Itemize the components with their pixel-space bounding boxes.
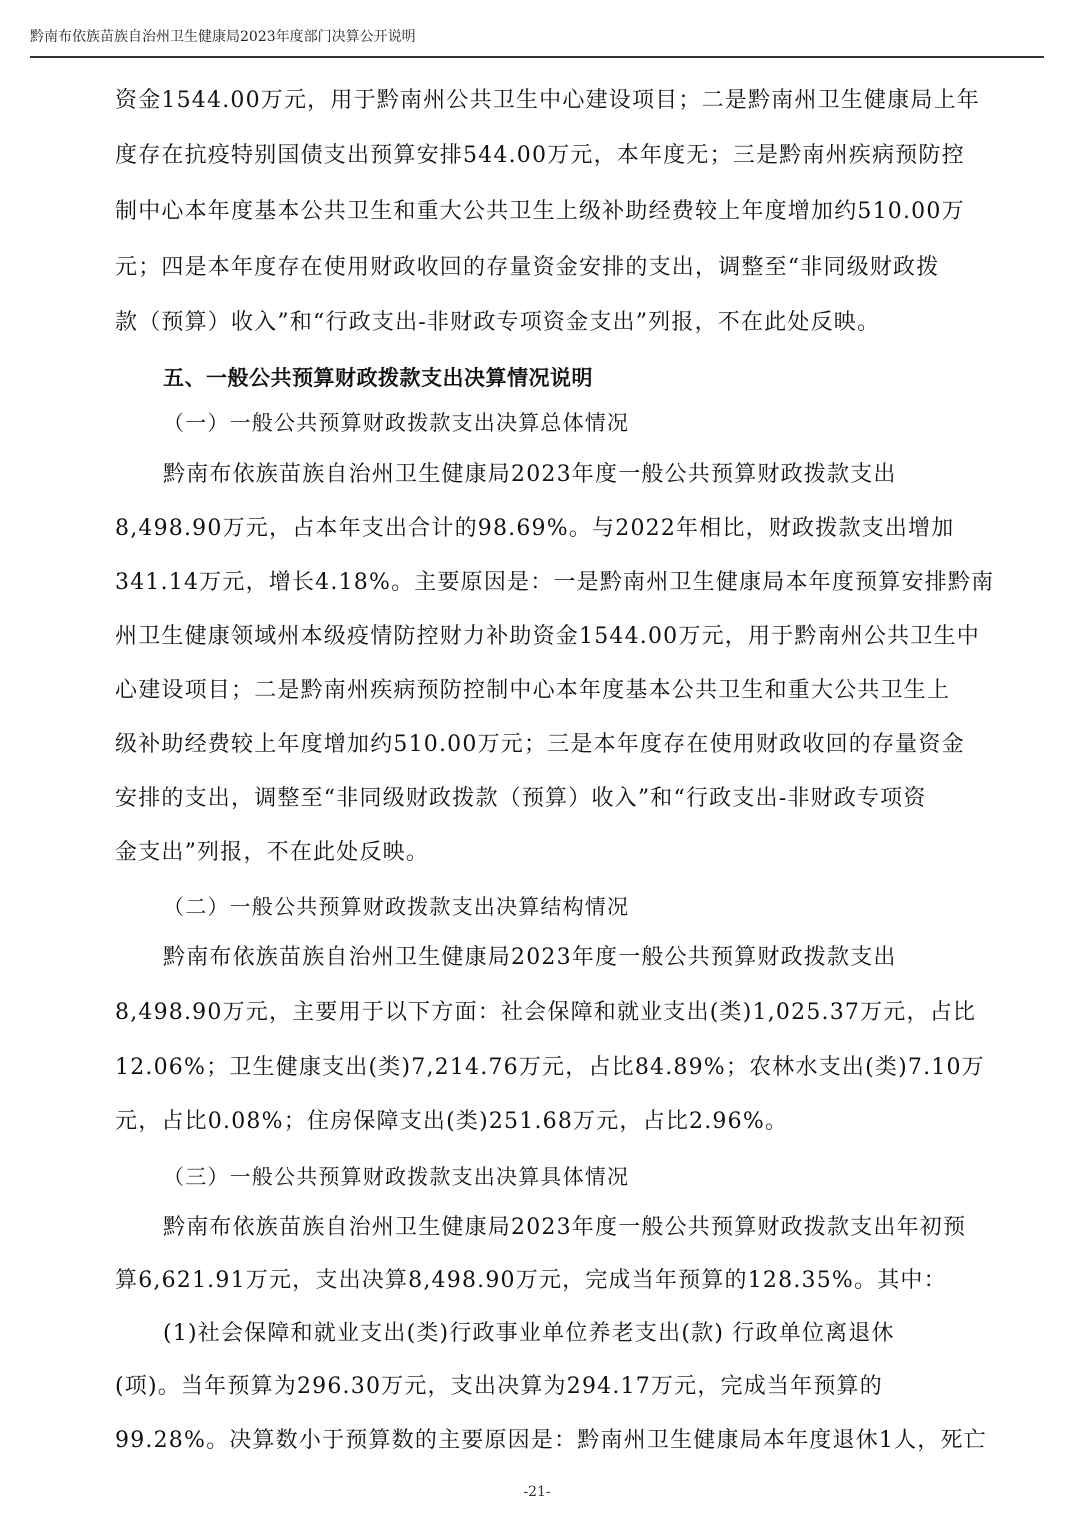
paragraph-line: 制中心本年度基本公共卫生和重大公共卫生上级补助经费较上年度增加约510.00万 (115, 199, 965, 224)
paragraph-line: 金支出”列报，不在此处反映。 (115, 840, 430, 865)
paragraph-line: 黔南布依族苗族自治州卫生健康局2023年度一般公共预算财政拨款支出年初预 (163, 1215, 967, 1240)
paragraph-line: (项)。当年预算为296.30万元，支出决算为294.17万元，完成当年预算的 (115, 1374, 883, 1399)
paragraph-line: 心建设项目；二是黔南州疾病预防控制中心本年度基本公共卫生和重大公共卫生上 (115, 678, 951, 703)
paragraph-line: 99.28%。决算数小于预算数的主要原因是：黔南州卫生健康局本年度退休1人，死亡 (115, 1428, 987, 1453)
subsection-heading: （三）一般公共预算财政拨款支出决算具体情况 (163, 1165, 630, 1189)
subsection-heading: （二）一般公共预算财政拨款支出决算结构情况 (163, 895, 630, 919)
paragraph-line: 级补助经费较上年度增加约510.00万元；三是本年度存在使用财政收回的存量资金 (115, 732, 965, 757)
paragraph-line: 8,498.90万元，主要用于以下方面：社会保障和就业支出(类)1,025.37万元，占比 (115, 1000, 977, 1025)
paragraph-line: 资金1544.00万元，用于黔南州公共卫生中心建设项目；二是黔南州卫生健康局上年 (115, 88, 980, 113)
paragraph-line: (1)社会保障和就业支出(类)行政事业单位养老支出(款) 行政单位离退休 (163, 1321, 895, 1346)
paragraph-line: 算6,621.91万元，支出决算8,498.90万元，完成当年预算的128.35%。其中： (115, 1268, 947, 1293)
section-heading: 五、一般公共预算财政拨款支出决算情况说明 (163, 366, 593, 390)
paragraph-line: 黔南布依族苗族自治州卫生健康局2023年度一般公共预算财政拨款支出 (163, 945, 897, 970)
page-header: 黔南布依族苗族自治州卫生健康局2023年度部门决算公开说明 (30, 29, 416, 45)
paragraph-line: 州卫生健康领域州本级疫情防控财力补助资金1544.00万元，用于黔南州公共卫生中 (115, 624, 980, 649)
page-number: -21- (523, 1484, 551, 1500)
paragraph-line: 度存在抗疫特别国债支出预算安排544.00万元，本年度无；三是黔南州疾病预防控 (115, 143, 965, 168)
paragraph-line: 元；四是本年度存在使用财政收回的存量资金安排的支出，调整至“非同级财政拨 (115, 255, 940, 280)
paragraph-line: 8,498.90万元，占本年支出合计的98.69%。与2022年相比，财政拨款支出增加 (115, 516, 955, 541)
paragraph-line: 黔南布依族苗族自治州卫生健康局2023年度一般公共预算财政拨款支出 (163, 462, 897, 487)
paragraph-line: 12.06%；卫生健康支出(类)7,214.76万元，占比84.89%；农林水支出(类)7.10万 (115, 1055, 985, 1080)
paragraph-line: 安排的支出，调整至“非同级财政拨款（预算）收入”和“行政支出-非财政专项资 (115, 786, 927, 811)
paragraph-line: 款（预算）收入”和“行政支出-非财政专项资金支出”列报，不在此处反映。 (115, 310, 881, 335)
paragraph-line: 元，占比0.08%；住房保障支出(类)251.68万元，占比2.96%。 (115, 1109, 789, 1134)
header-divider (30, 56, 1044, 58)
paragraph-line: 341.14万元，增长4.18%。主要原因是：一是黔南州卫生健康局本年度预算安排黔南 (115, 570, 995, 595)
subsection-heading: （一）一般公共预算财政拨款支出决算总体情况 (163, 411, 630, 435)
